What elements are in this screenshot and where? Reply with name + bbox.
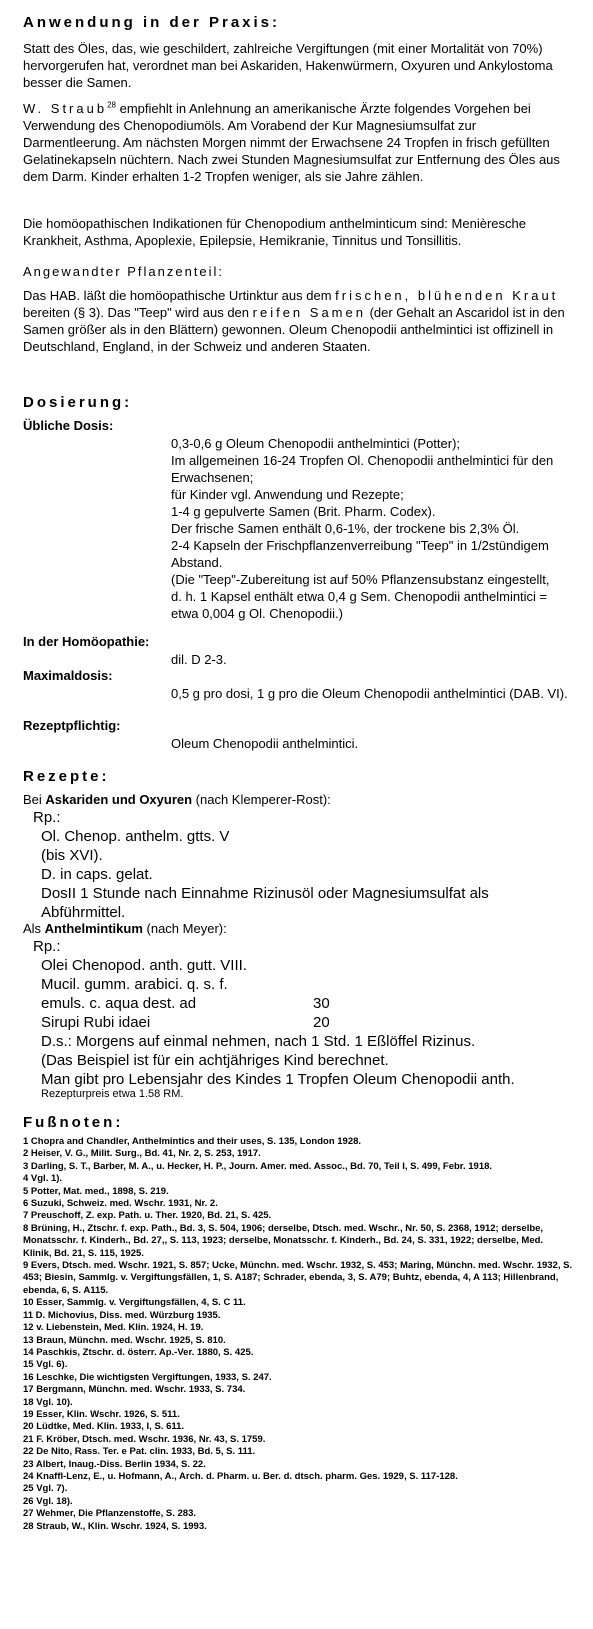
dose-line: 2-4 Kapseln der Frischpflanzenverreibung "Teep" in 1/2stündigem Abstand.	[171, 538, 549, 570]
label-maximaldosis: Maximaldosis:	[23, 668, 113, 683]
anwendung-paragraph-2-text: empfiehlt in Anlehnung an amerikanische Ärzte folgendes Vorgehen bei Verwendung des Chenopodiumöls. Am Vorabend der Kur Magnesiumsulfat zur Darmentleerung. Am nächsten Morgen nimmt der Erwachsene 24 Tropfen in frisch gefüllten Gelatinekapseln nüchtern. Nach zwei Stunden Magnesiumsulfat zur Entfernung des Öles aus dem Darm. Kinder erhalten 1-2 Tropfen weniger, als sie Jahre zählen.	[23, 101, 560, 184]
pflanzenteil-text-1: Das HAB. läßt die homöopathische Urtinktur aus dem	[23, 288, 336, 303]
rezept-2-pre: Als	[23, 921, 45, 936]
footnote-item: 10 Esser, Sammlg. v. Vergiftungsfällen, 4, S. C 11.	[23, 1297, 246, 1309]
section-heading-fussnoten: Fußnoten:	[23, 1114, 124, 1131]
rezept-1-source: (nach Klemperer-Rost):	[192, 792, 331, 807]
rezept-1-rp: Rp.:	[33, 809, 61, 826]
footnote-item: 19 Esser, Klin. Wschr. 1926, S. 511.	[23, 1408, 180, 1420]
pflanzenteil-emphasis-1: frischen, blühenden Kraut	[335, 288, 559, 303]
rezept-2-line: Sirupi Rubi idaei	[41, 1014, 151, 1031]
rezept-2-intro	[23, 920, 568, 937]
pflanzenteil-emphasis-2: reifen Samen	[252, 305, 366, 320]
footnote-item: 27 Wehmer, Die Pflanzenstoffe, S. 283.	[23, 1508, 196, 1520]
anwendung-paragraph-1: Statt des Öles, das, wie geschildert, zahlreiche Vergiftungen (mit einer Mortalität von 70%) hervorgerufen hat, verordnet man bei Askariden, Hakenwürmern, Oxyuren und Ankylostoma besser die Samen.	[23, 41, 553, 90]
dose-line: (Die "Teep"-Zubereitung ist auf 50% Pflanzensubstanz eingestellt,	[171, 572, 550, 587]
section-heading-rezepte: Rezepte:	[23, 768, 110, 785]
footnote-item: 3 Darling, S. T., Barber, M. A., u. Hecker, H. P., Journ. Amer. med. Assoc., Bd. 70, Teil I, S. 499, Febr. 1918.	[23, 1160, 493, 1172]
footnote-item: 24 Knaffl-Lenz, E., u. Hofmann, A., Arch. d. Pharm. u. Ber. d. dtsch. pharm. Ges. 1929, S. 117-128.	[23, 1470, 458, 1482]
footnote-item: 17 Bergmann, Münchn. med. Wschr. 1933, S. 734.	[23, 1384, 246, 1396]
footnote-item: 13 Braun, Münchn. med. Wschr. 1925, S. 810.	[23, 1334, 226, 1346]
rezept-1-line: Ol. Chenop. anthelm. gtts. V	[41, 828, 230, 845]
dose-line: d. h. 1 Kapsel enthält etwa 0,4 g Sem. Chenopodii anthelmintici = etwa 0,004 g Ol. Chenopodii.)	[171, 589, 548, 621]
footnote-item: 7 Preuschoff, Z. exp. Path. u. Ther. 1920, Bd. 21, S. 425.	[23, 1210, 272, 1222]
section-heading-dosierung: Dosierung:	[23, 394, 133, 411]
footnote-item: 4 Vgl. 1).	[23, 1173, 63, 1185]
dose-line: 0,3-0,6 g Oleum Chenopodii anthelmintici (Potter);	[171, 436, 461, 451]
footnote-item: 21 F. Kröber, Dtsch. med. Wschr. 1936, Nr. 43, S. 1759.	[23, 1433, 266, 1445]
rezept-2-amount: 30	[313, 995, 330, 1012]
section-heading-pflanzenteil: Angewandter Pflanzenteil:	[23, 264, 225, 279]
footnote-item: 5 Potter, Mat. med., 1898, S. 219.	[23, 1185, 169, 1197]
maximaldosis-value: 0,5 g pro dosi, 1 g pro die Oleum Chenopodii anthelmintici (DAB. VI).	[171, 686, 568, 701]
footnote-ref: 28	[107, 100, 116, 110]
dose-line: Der frische Samen enthält 0,6-1%, der trockene bis 2,3% Öl.	[171, 521, 520, 536]
rezept-1-line: (bis XVI).	[41, 847, 103, 864]
rezeptpflichtig-value: Oleum Chenopodii anthelmintici.	[171, 736, 359, 751]
rezepturpreis: Rezepturpreis etwa 1.58 RM.	[41, 1088, 184, 1100]
footnote-item: 6 Suzuki, Schweiz. med. Wschr. 1931, Nr. 2.	[23, 1198, 218, 1210]
rezept-2-line: Olei Chenopod. anth. gutt. VIII.	[41, 957, 247, 974]
rezept-2-rp: Rp.:	[33, 938, 61, 955]
footnote-item: 25 Vgl. 7).	[23, 1483, 68, 1495]
footnote-list	[23, 1136, 573, 1533]
rezept-1-line: Abführmittel.	[41, 904, 126, 921]
footnote-item: 11 D. Michovius, Diss. med. Würzburg 1935.	[23, 1309, 221, 1321]
footnote-item: 16 Leschke, Die wichtigsten Vergiftungen, 1933, S. 247.	[23, 1371, 272, 1383]
rezept-2-amount: 20	[313, 1014, 330, 1031]
rezept-1-line: D. in caps. gelat.	[41, 866, 153, 883]
footnote-item: 23 Albert, Inaug.-Diss. Berlin 1934, S. 22.	[23, 1458, 206, 1470]
rezept-2-line: Mucil. gumm. arabici. q. s. f.	[41, 976, 228, 993]
dose-line: Im allgemeinen 16-24 Tropfen Ol. Chenopodii anthelmintici für den Erwachsenen;	[171, 453, 554, 485]
footnote-item: 2 Heiser, V. G., Milit. Surg., Bd. 41, Nr. 2, S. 253, 1917.	[23, 1148, 261, 1160]
footnote-item: 26 Vgl. 18).	[23, 1495, 73, 1507]
footnote-item: 22 De Nito, Rass. Ter. e Pat. clin. 1933, Bd. 5, S. 111.	[23, 1446, 256, 1458]
section-heading-anwendung: Anwendung in der Praxis:	[23, 14, 281, 31]
rezept-1-line: DosII 1 Stunde nach Einnahme Rizinusöl oder Magnesiumsulfat als	[41, 885, 489, 902]
rezept-2-line: (Das Beispiel ist für ein achtjähriges Kind berechnet.	[41, 1052, 389, 1069]
dose-line: für Kinder vgl. Anwendung und Rezepte;	[171, 487, 404, 502]
label-homoeopathie: In der Homöopathie:	[23, 634, 150, 649]
label-uebliche-dosis: Übliche Dosis:	[23, 418, 114, 433]
rezept-1-indication: Askariden und Oxyuren	[45, 792, 193, 807]
author-name: W. Straub	[23, 101, 108, 116]
pflanzenteil-paragraph	[23, 287, 568, 355]
footnote-item: 14 Paschkis, Ztschr. d. österr. Ap.-Ver. 1880, S. 425.	[23, 1346, 254, 1358]
rezept-2-line: D.s.: Morgens auf einmal nehmen, nach 1 Std. 1 Eßlöffel Rizinus.	[41, 1033, 476, 1050]
footnote-item: 28 Straub, W., Klin. Wschr. 1924, S. 1993.	[23, 1520, 207, 1532]
pflanzenteil-text-2: bereiten (§ 3). Das "Teep" wird aus den	[23, 305, 253, 320]
rezept-2-line: Man gibt pro Lebensjahr des Kindes 1 Tropfen Oleum Chenopodii anth.	[41, 1071, 515, 1088]
label-rezeptpflichtig: Rezeptpflichtig:	[23, 718, 121, 733]
pflanzenteil-text-3: (der Gehalt an Ascaridol ist in den Samen größer als in den Blättern) gewonnen. Oleum Chenopodii anthelmintici ist offizinell in Deutschland, England, in der Schweiz und anderen Staaten.	[23, 305, 565, 354]
anwendung-paragraph-3: Die homöopathischen Indikationen für Chenopodium anthelminticum sind: Menièresche Krankheit, Asthma, Apoplexie, Epilepsie, Hemikranie, Tinnitus und Tonsillitis.	[23, 216, 526, 248]
footnote-item: 8 Brüning, H., Ztschr. f. exp. Path., Bd. 3, S. 504, 1906; derselbe, Dtsch. med. Wschr., Nr. 50, S. 2368, 1912; derselbe, Monatsschr. f. Kinderh., Bd. 27,, S. 113, 1923; derselbe, Monatsschr. f. Kinderh., Bd. 24, S. 331, 1922; derselbe, Med. Klinik, Bd. 21, S. 115, 1925.	[23, 1222, 544, 1259]
footnote-item: 18 Vgl. 10).	[23, 1396, 73, 1408]
rezept-2-source: (nach Meyer):	[142, 921, 227, 936]
rezept-2-indication: Anthelmintikum	[44, 921, 143, 936]
dose-line: 1-4 g gepulverte Samen (Brit. Pharm. Codex).	[171, 504, 436, 519]
rezept-1-pre: Bei	[23, 792, 46, 807]
footnote-item: 15 Vgl. 6).	[23, 1359, 68, 1371]
footnote-item: 9 Evers, Dtsch. med. Wschr. 1921, S. 857; Ucke, Münchn. med. Wschr. 1932, S. 453; Maring, Münchn. med. Wschr. 1932, S. 453; Biesin, Sammlg. v. Vergiftungsfällen, 1, S. A187; Schrader, ebenda, 3, S. A79; Buhtz, ebenda, 4, A 113; Hillenbrand, ebenda, 6, S. A115.	[23, 1260, 573, 1296]
homoeopathie-value: dil. D 2-3.	[171, 652, 227, 667]
footnote-item: 1 Chopra and Chandler, Anthelmintics and their uses, S. 135, London 1928.	[23, 1136, 362, 1147]
rezept-1-intro	[23, 791, 568, 808]
rezept-2-line: emuls. c. aqua dest. ad	[41, 995, 197, 1012]
anwendung-paragraph-2	[23, 100, 568, 185]
uebliche-dosis-values	[171, 435, 571, 622]
footnote-item: 20 Lüdtke, Med. Klin. 1933, I, S. 611.	[23, 1421, 185, 1433]
footnote-item: 12 v. Liebenstein, Med. Klin. 1924, H. 19.	[23, 1322, 204, 1334]
